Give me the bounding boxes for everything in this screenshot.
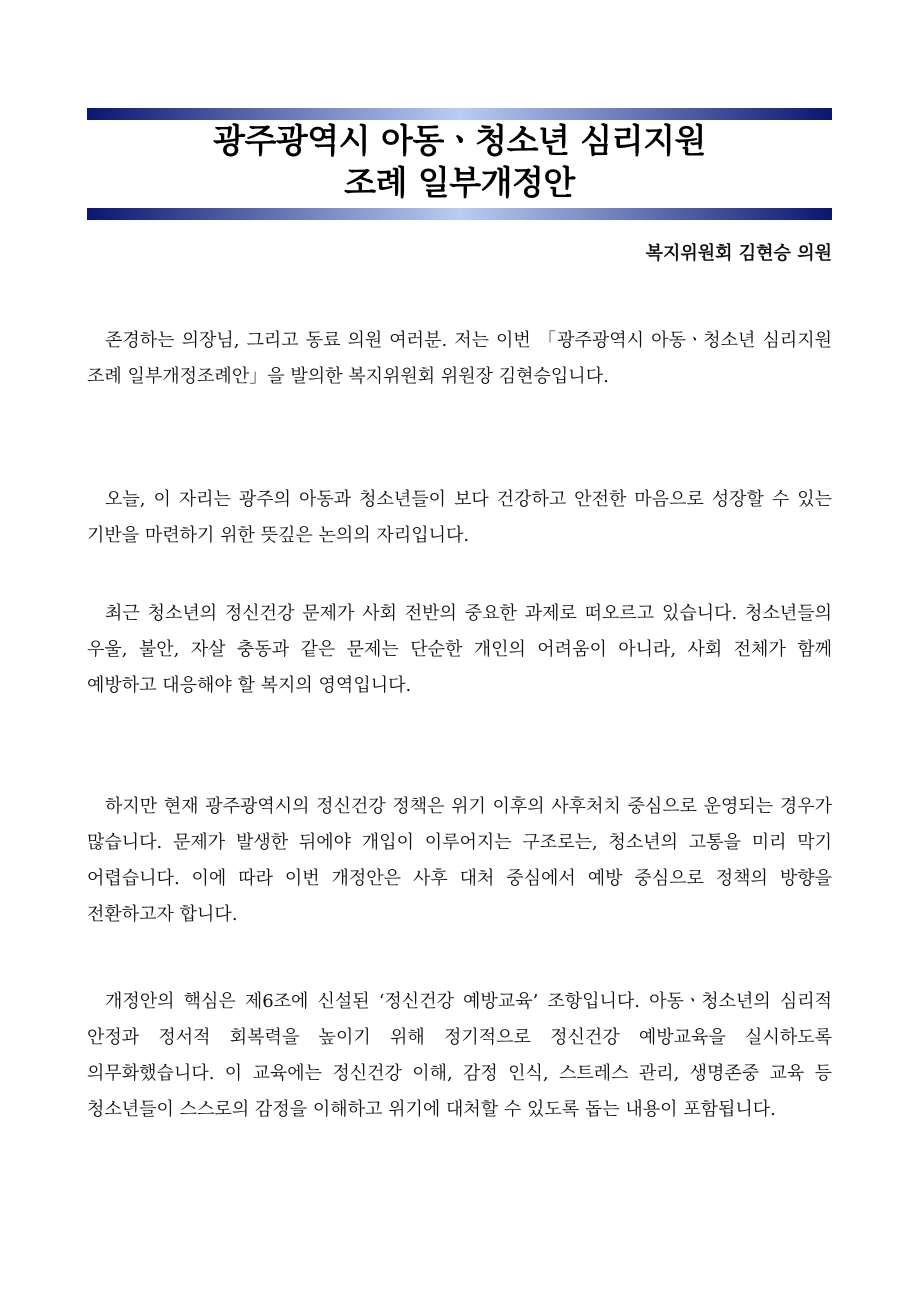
title-top-bar xyxy=(87,108,832,120)
title-line-2: 조례 일부개정안 xyxy=(344,163,575,202)
title-line-1: 광주광역시 아동ㆍ청소년 심리지원 xyxy=(213,121,706,160)
author-line: 복지위원회 김현승 의원 xyxy=(645,243,832,264)
title-bottom-bar xyxy=(87,208,832,220)
paragraph-3: 최근 청소년의 정신건강 문제가 사회 전반의 중요한 과제로 떠오르고 있습니다. 청소년들의 우울, 불안, 자살 충동과 같은 문제는 단순한 개인의 어려움이 아니라, 사회 전체가 함께 예방하고 대응해야 할 복지의 영역입니다. xyxy=(87,603,832,696)
title-block xyxy=(87,108,832,222)
paragraph-1: 존경하는 의장님, 그리고 동료 의원 여러분. 저는 이번 「광주광역시 아동ㆍ청소년 심리지원 조례 일부개정조례안」을 발의한 복지위원회 위원장 김현승입니다. xyxy=(87,330,832,387)
paragraph-2: 오늘, 이 자리는 광주의 아동과 청소년들이 보다 건강하고 안전한 마음으로 성장할 수 있는 기반을 마련하기 위한 뜻깊은 논의의 자리입니다. xyxy=(87,489,832,546)
paragraph-4: 하지만 현재 광주광역시의 정신건강 정책은 위기 이후의 사후처치 중심으로 운영되는 경우가 많습니다. 문제가 발생한 뒤에야 개입이 이루어지는 구조로는, 청소년의 고통을 미리 막기 어렵습니다. 이에 따라 이번 개정안은 사후 대처 중심에서 예방 중심으로 정책의 방향을 전환하고자 합니다. xyxy=(87,796,832,925)
document-title xyxy=(87,120,832,208)
paragraph-5: 개정안의 핵심은 제6조에 신설된 ‘정신건강 예방교육’ 조항입니다. 아동ㆍ청소년의 심리적 안정과 정서적 회복력을 높이기 위해 정기적으로 정신건강 예방교육을 실시하도록 의무화했습니다. 이 교육에는 정신건강 이해, 감정 인식, 스트레스 관리, 생명존중 교육 등 청소년들이 스스로의 감정을 이해하고 위기에 대처할 수 있도록 돕는 내용이 포함됩니다. xyxy=(87,991,832,1120)
